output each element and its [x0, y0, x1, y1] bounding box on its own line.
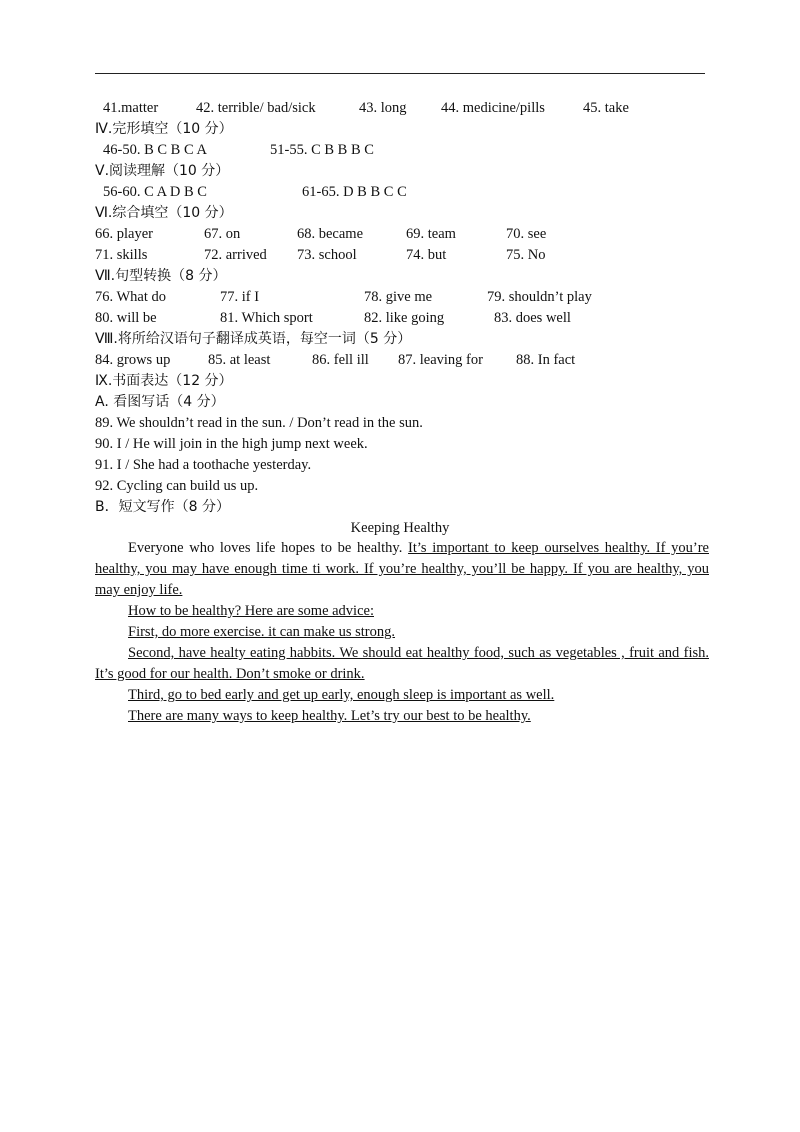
answer-44: 44. medicine/pills [441, 100, 545, 116]
answer-87: 87. leaving for [398, 352, 483, 368]
answer-89: 89. We shouldn’t read in the sun. / Don’t read in the sun. [95, 415, 423, 431]
answer-70: 70. see [506, 226, 547, 242]
answer-90: 90. I / He will join in the high jump next week. [95, 436, 368, 452]
answer-84: 84. grows up [95, 352, 171, 368]
header-rule [95, 73, 705, 74]
essay-p2-text: How to be healthy? Here are some advice: [128, 603, 374, 619]
essay-p3-text: First, do more exercise. it can make us strong. [128, 624, 395, 640]
answer-81: 81. Which sport [220, 310, 313, 326]
answer-66: 66. player [95, 226, 153, 242]
answer-45: 45. take [583, 100, 629, 116]
section-6-heading: Ⅵ.综合填空（10 分） [95, 205, 233, 221]
answer-76: 76. What do [95, 289, 167, 305]
answer-80: 80. will be [95, 310, 157, 326]
essay-paragraph-2 [95, 601, 709, 622]
answer-77: 77. if I [220, 289, 260, 305]
part-a-heading: A. 看图写话（4 分） [95, 394, 225, 410]
essay-p1-plain: Everyone who loves life hopes to be healthy. [128, 540, 409, 556]
answers-56-60: 56-60. C A D B C [103, 184, 207, 200]
answer-78: 78. give me [364, 289, 433, 305]
essay-paragraph-3 [95, 622, 709, 643]
essay-p4-text: Second, have healty eating habbits. We should eat healthy food, such as vegetables , fruit and fish. It’s good for our health. Don’t smoke or drink. [95, 645, 709, 682]
essay-p1-underlined: It’s important to keep ourselves healthy. If you’re healthy, you may have enough time ti work. If you’re healthy, you’ll be happy. If you are healthy, you may enjoy life. [95, 540, 709, 598]
part-b-heading: B．短文写作（8 分） [95, 499, 230, 515]
answer-43: 43. long [359, 100, 407, 116]
answer-42: 42. terrible/ bad/sick [196, 100, 316, 116]
answer-67: 67. on [204, 226, 241, 242]
section-7-heading: Ⅶ.句型转换（8 分） [95, 268, 227, 284]
section-5-heading: Ⅴ.阅读理解（10 分） [95, 163, 230, 179]
answers-51-55: 51-55. C B B B C [270, 142, 374, 158]
essay-paragraph-5 [95, 685, 709, 706]
answer-88: 88. In fact [516, 352, 576, 368]
answer-86: 86. fell ill [312, 352, 369, 368]
answer-69: 69. team [406, 226, 456, 242]
section-9-heading: Ⅸ.书面表达（12 分） [95, 373, 233, 389]
answer-74: 74. but [406, 247, 447, 263]
answer-68: 68. became [297, 226, 364, 242]
answer-92: 92. Cycling can build us up. [95, 478, 259, 494]
essay-p6-text: There are many ways to keep healthy. Let’s try our best to be healthy. [128, 708, 531, 724]
essay-paragraph-4 [95, 643, 709, 685]
answer-83: 83. does well [494, 310, 571, 326]
essay-paragraph-6 [95, 706, 709, 727]
essay-paragraph-1 [95, 538, 709, 601]
answer-79: 79. shouldn’t play [487, 289, 592, 305]
answer-41: 41.matter [103, 100, 159, 116]
answers-61-65: 61-65. D B B C C [302, 184, 407, 200]
essay-title: Keeping Healthy [350, 520, 450, 536]
answer-72: 72. arrived [204, 247, 267, 263]
section-4-heading: Ⅳ.完形填空（10 分） [95, 121, 233, 137]
answer-91: 91. I / She had a toothache yesterday. [95, 457, 312, 473]
answer-73: 73. school [297, 247, 357, 263]
answer-85: 85. at least [208, 352, 271, 368]
section-8-heading: Ⅷ.将所给汉语句子翻译成英语，每空一词（5 分） [95, 331, 412, 347]
essay-p5-text: Third, go to bed early and get up early, enough sleep is important as well. [128, 687, 555, 703]
answers-46-50: 46-50. B C B C A [103, 142, 207, 158]
answer-71: 71. skills [95, 247, 148, 263]
answer-75: 75. No [506, 247, 546, 263]
answer-82: 82. like going [364, 310, 445, 326]
